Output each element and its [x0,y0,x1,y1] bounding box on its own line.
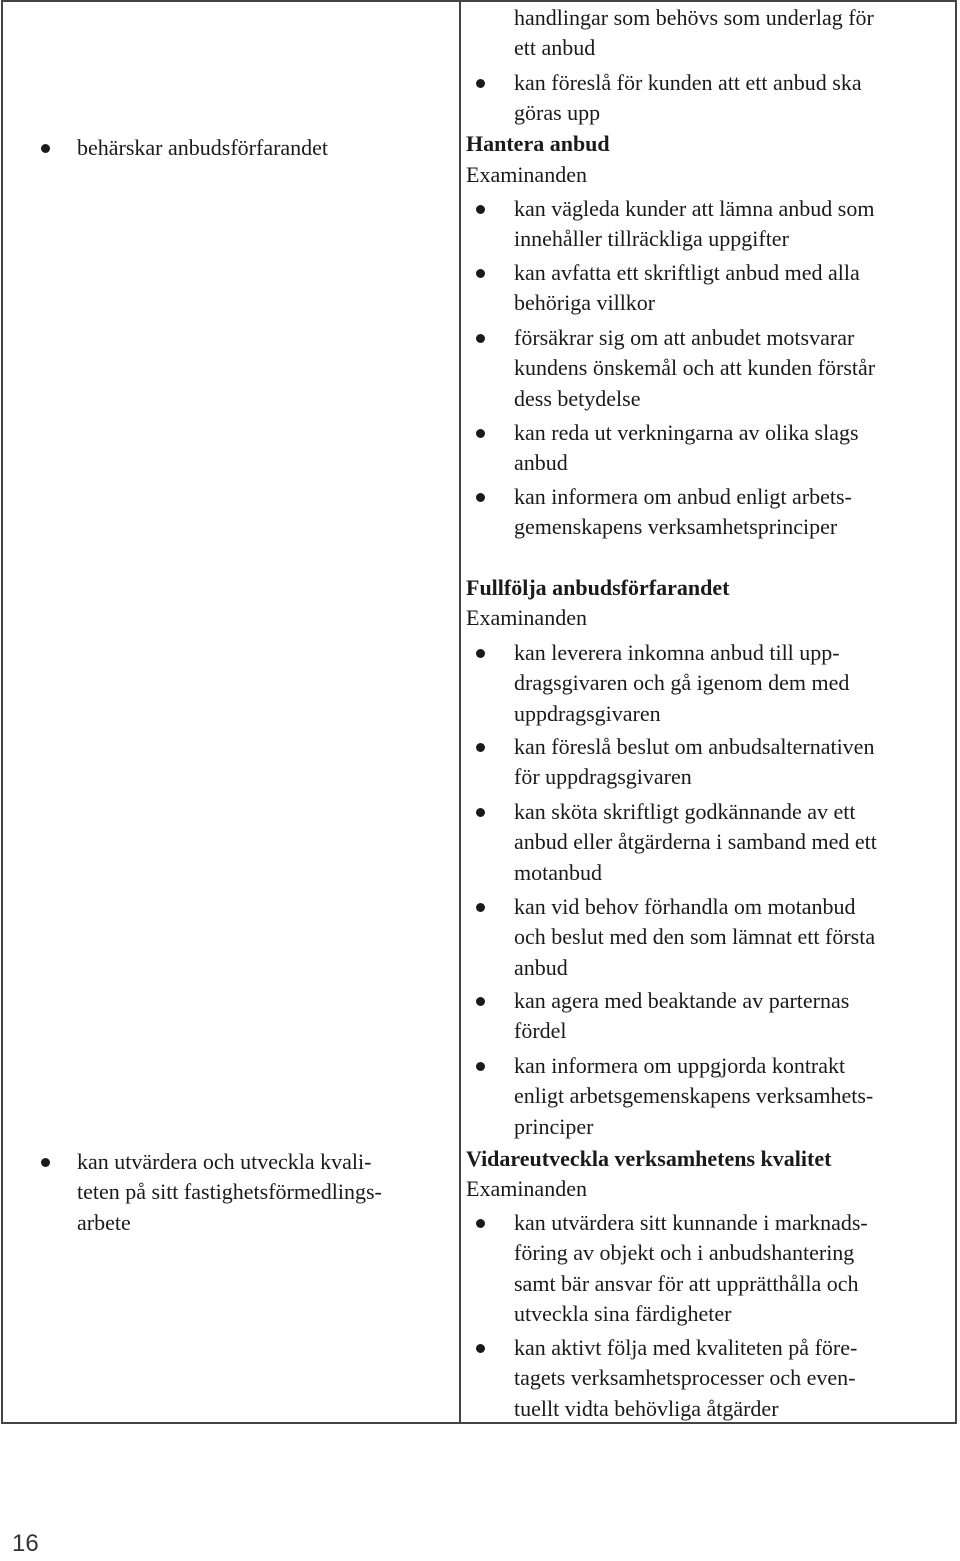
bullet-icon [476,79,485,88]
bullet-line: anbud eller åtgärderna i samband med ett [514,829,877,855]
bullet-icon [476,649,485,658]
bullet-line: kan föreslå beslut om anbudsalternativen [514,734,875,759]
bullet-line: samt bär ansvar för att upprätthålla och [514,1270,859,1296]
bullet-line: föring av objekt och i anbudshantering [514,1240,855,1266]
bullet-line: för uppdragsgivaren [514,764,692,790]
intro-bullet-line: göras upp [514,100,601,126]
bullet-icon [41,144,50,153]
bullet-line: enligt arbetsgemenskapens verksamhets- [514,1083,874,1109]
bullet-icon [476,334,485,343]
bullet-line: kan avfatta ett skriftligt anbud med alla [514,260,860,285]
bullet-line: kan vid behov förhandla om motanbud [514,894,856,919]
bullet-icon [476,1062,485,1071]
column-divider [459,2,461,1422]
bullet-line: kan utvärdera sitt kunnande i marknads- [514,1210,868,1235]
bullet-icon [476,743,485,752]
left-item-line: behärskar anbudsförfarandet [77,135,329,160]
left-item-line: arbete [77,1209,131,1235]
section-subheading: Examinanden [466,162,587,187]
intro-line: handlingar som behövs som underlag för [514,5,874,30]
bullet-icon [476,903,485,912]
bullet-line: uppdragsgivaren [514,700,661,726]
bullet-line: kundens önskemål och att kunden förstår [514,355,876,381]
bullet-line: utveckla sina färdigheter [514,1300,732,1326]
bullet-line: kan agera med beaktande av parternas [514,988,850,1013]
bullet-icon [476,1344,485,1353]
bullet-line: gemenskapens verksamhetsprinciper [514,514,838,540]
section-heading: Hantera anbud [466,131,610,156]
bullet-line: innehåller tillräckliga uppgifter [514,226,789,252]
bullet-icon [476,269,485,278]
bullet-line: anbud [514,954,568,980]
bullet-line: tagets verksamhetsprocesser och even- [514,1365,856,1391]
bullet-icon [476,493,485,502]
left-item-line: kan utvärdera och utveckla kvali- [77,1149,372,1174]
bullet-icon [476,1219,485,1228]
bullet-line: kan leverera inkomna anbud till upp- [514,640,840,665]
bullet-line: och beslut med den som lämnat ett första [514,924,876,950]
bullet-line: anbud [514,450,568,476]
left-item-line: teten på sitt fastighetsförmedlings- [77,1179,382,1205]
section-subheading: Examinanden [466,1176,587,1201]
bullet-icon [476,808,485,817]
bullet-line: kan informera om uppgjorda kontrakt [514,1053,846,1078]
bullet-line: behöriga villkor [514,290,656,316]
bullet-line: principer [514,1113,594,1139]
section-subheading: Examinanden [466,605,587,630]
page-number: 16 [12,1530,39,1557]
intro-line: ett anbud [514,35,596,60]
bullet-line: kan sköta skriftligt godkännande av ett [514,799,856,824]
bullet-line: fördel [514,1018,567,1044]
intro-bullet-line: kan föreslå för kunden att ett anbud ska [514,70,862,95]
bullet-line: tuellt vidta behövliga åtgärder [514,1395,779,1421]
bullet-icon [41,1158,50,1167]
bullet-line: kan informera om anbud enligt arbets- [514,484,852,509]
bullet-icon [476,429,485,438]
bullet-line: dragsgivaren och gå igenom dem med [514,670,850,696]
bullet-line: kan reda ut verkningarna av olika slags [514,420,859,445]
bullet-icon [476,205,485,214]
bullet-line: försäkrar sig om att anbudet motsvarar [514,325,855,350]
bullet-line: kan aktivt följa med kvaliteten på före- [514,1335,858,1360]
bullet-line: motanbud [514,859,602,885]
bullet-line: kan vägleda kunder att lämna anbud som [514,196,875,221]
section-heading: Vidareutveckla verksamhetens kvalitet [466,1146,832,1171]
bullet-icon [476,997,485,1006]
section-heading: Fullfölja anbudsförfarandet [466,575,730,600]
bullet-line: dess betydelse [514,385,641,411]
